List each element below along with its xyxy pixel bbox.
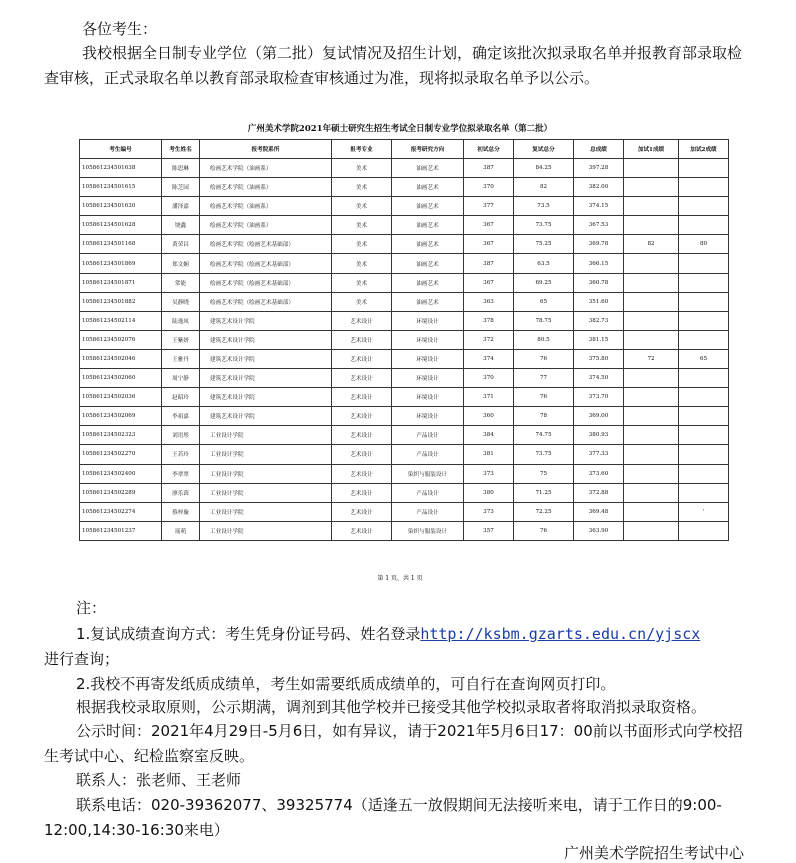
extra-test-1-score-cell — [624, 330, 679, 349]
major-cell: 艺术设计 — [332, 426, 392, 445]
table-header-row — [80, 140, 729, 159]
research-direction-cell: 油画艺术 — [392, 178, 464, 197]
publicity-line-2: 生考试中心、纪检监察室反映。 — [44, 747, 255, 765]
table-row — [80, 407, 729, 426]
table-row — [80, 426, 729, 445]
major-cell: 艺术设计 — [332, 521, 392, 540]
header-cell: 考生编号 — [80, 140, 162, 159]
major-cell: 艺术设计 — [332, 388, 392, 407]
major-cell: 艺术设计 — [332, 407, 392, 426]
total-score-cell: 369.48 — [574, 502, 624, 521]
extra-test-1-score-cell — [624, 426, 679, 445]
extra-test-1-score-cell: 82 — [624, 235, 679, 254]
extra-test-1-score-cell — [624, 445, 679, 464]
retest-score-cell: 80.5 — [514, 330, 574, 349]
table-row — [80, 521, 729, 540]
candidate-id-cell: 105861234501168 — [80, 235, 162, 254]
note-item-1-text: 1.复试成绩查询方式：考生凭身份证号码、姓名登录 — [76, 625, 421, 643]
retest-score-cell: 76 — [514, 521, 574, 540]
candidate-id-cell: 105861234502036 — [80, 388, 162, 407]
extra-test-1-score-cell — [624, 178, 679, 197]
prelim-score-cell: 371 — [464, 388, 514, 407]
research-direction-cell: 油画艺术 — [392, 254, 464, 273]
candidate-name-cell: 常能 — [162, 273, 200, 292]
extra-test-2-score-cell — [679, 330, 729, 349]
candidate-id-cell: 105861234501882 — [80, 292, 162, 311]
department-cell: 工业设计学院 — [200, 464, 332, 483]
score-query-link[interactable]: http://ksbm.gzarts.edu.cn/yjscx — [420, 625, 701, 643]
retest-score-cell: 75.25 — [514, 235, 574, 254]
major-cell: 艺术设计 — [332, 483, 392, 502]
contact-phone-line-2: 12:00,14:30-16:30来电） — [44, 821, 229, 839]
extra-test-2-score-cell — [679, 521, 729, 540]
department-cell: 绘画艺术学院（油画系） — [200, 178, 332, 197]
header-cell: 考生姓名 — [162, 140, 200, 159]
header-cell: 加试1成绩 — [624, 140, 679, 159]
table-row — [80, 369, 729, 388]
department-cell: 建筑艺术设计学院 — [200, 369, 332, 388]
candidate-id-cell: 105861234502289 — [80, 483, 162, 502]
department-cell: 建筑艺术设计学院 — [200, 311, 332, 330]
retest-score-cell: 73.75 — [514, 445, 574, 464]
page-indicator: 第 1 页，共 1 页 — [377, 574, 423, 582]
total-score-cell: 374.15 — [574, 197, 624, 216]
table-row — [80, 159, 729, 178]
prelim-score-cell: 370 — [464, 178, 514, 197]
department-cell: 建筑艺术设计学院 — [200, 330, 332, 349]
candidate-name-cell: 周宁静 — [162, 369, 200, 388]
prelim-score-cell: 373 — [464, 464, 514, 483]
total-score-cell: 382.73 — [574, 311, 624, 330]
prelim-score-cell: 387 — [464, 254, 514, 273]
retest-score-cell: 78.75 — [514, 311, 574, 330]
total-score-cell: 397.28 — [574, 159, 624, 178]
extra-test-1-score-cell — [624, 483, 679, 502]
research-direction-cell: 环境设计 — [392, 311, 464, 330]
major-cell: 艺术设计 — [332, 502, 392, 521]
candidate-id-cell: 105861234501638 — [80, 159, 162, 178]
major-cell: 艺术设计 — [332, 330, 392, 349]
major-cell: 美术 — [332, 254, 392, 273]
research-direction-cell: 环境设计 — [392, 349, 464, 368]
header-cell: 加试2成绩 — [679, 140, 729, 159]
header-cell: 初试总分 — [464, 140, 514, 159]
research-direction-cell: 环境设计 — [392, 330, 464, 349]
greeting: 各位考生： — [82, 20, 158, 38]
candidate-id-cell: 105861234501869 — [80, 254, 162, 273]
research-direction-cell: 油画艺术 — [392, 159, 464, 178]
department-cell: 工业设计学院 — [200, 483, 332, 502]
table-row — [80, 311, 729, 330]
candidate-name-cell: 陆逸凤 — [162, 311, 200, 330]
major-cell: 美术 — [332, 292, 392, 311]
total-score-cell: 375.80 — [574, 349, 624, 368]
retest-score-cell: 73.5 — [514, 197, 574, 216]
research-direction-cell: 产品设计 — [392, 483, 464, 502]
total-score-cell: 360.78 — [574, 273, 624, 292]
header-cell: 复试总分 — [514, 140, 574, 159]
contact-person: 联系人：张老师、王老师 — [76, 771, 242, 789]
retest-score-cell: 76 — [514, 388, 574, 407]
candidate-name-cell: 瑶萌 — [162, 521, 200, 540]
extra-test-2-score-cell — [679, 178, 729, 197]
table-row — [80, 197, 729, 216]
table-row — [80, 349, 729, 368]
candidate-id-cell: 105861234502076 — [80, 330, 162, 349]
candidate-id-cell: 105861234502046 — [80, 349, 162, 368]
candidate-id-cell: 105861234502274 — [80, 502, 162, 521]
research-direction-cell: 产品设计 — [392, 502, 464, 521]
table-row — [80, 292, 729, 311]
extra-test-2-score-cell — [679, 369, 729, 388]
total-score-cell: 374.50 — [574, 369, 624, 388]
retest-score-cell: 78 — [514, 407, 574, 426]
retest-score-cell: 74.75 — [514, 426, 574, 445]
prelim-score-cell: 380 — [464, 483, 514, 502]
extra-test-2-score-cell — [679, 483, 729, 502]
table-row — [80, 254, 729, 273]
retest-score-cell: 72.25 — [514, 502, 574, 521]
prelim-score-cell: 367 — [464, 216, 514, 235]
major-cell: 艺术设计 — [332, 311, 392, 330]
research-direction-cell: 染织与服装设计 — [392, 464, 464, 483]
prelim-score-cell: 373 — [464, 502, 514, 521]
extra-test-2-score-cell: 65 — [679, 349, 729, 368]
contact-phone-line-1: 联系电话：020-39362077、39325774（适逢五一放假期间无法接听来电，请于工作日的9:00- — [76, 796, 722, 814]
candidate-id-cell: 105861234501630 — [80, 197, 162, 216]
total-score-cell: 377.33 — [574, 445, 624, 464]
total-score-cell: 372.88 — [574, 483, 624, 502]
table-row — [80, 445, 729, 464]
total-score-cell: 363.90 — [574, 521, 624, 540]
header-cell: 报考研究方向 — [392, 140, 464, 159]
extra-test-2-score-cell — [679, 216, 729, 235]
candidate-name-cell: 黄荣昌 — [162, 235, 200, 254]
extra-test-1-score-cell — [624, 254, 679, 273]
department-cell: 绘画艺术学院（油画系） — [200, 216, 332, 235]
prelim-score-cell: 377 — [464, 197, 514, 216]
table-title: 广州美术学院2021年硕士研究生招生考试全日制专业学位拟录取名单（第二批） — [247, 124, 553, 134]
research-direction-cell: 产品设计 — [392, 445, 464, 464]
extra-test-1-score-cell — [624, 464, 679, 483]
major-cell: 美术 — [332, 178, 392, 197]
candidate-id-cell: 105861234501615 — [80, 178, 162, 197]
research-direction-cell: 环境设计 — [392, 388, 464, 407]
department-cell: 工业设计学院 — [200, 521, 332, 540]
major-cell: 艺术设计 — [332, 464, 392, 483]
prelim-score-cell: 370 — [464, 369, 514, 388]
admission-principle: 根据我校录取原则，公示期满，调剂到其他学校并已接受其他学校拟录取者将取消拟录取资格。 — [76, 698, 707, 716]
candidate-name-cell: 王紫妍 — [162, 330, 200, 349]
table-row — [80, 388, 729, 407]
header-cell: 总成绩 — [574, 140, 624, 159]
extra-test-2-score-cell — [679, 311, 729, 330]
extra-test-2-score-cell — [679, 273, 729, 292]
table-row — [80, 502, 729, 521]
total-score-cell: 351.60 — [574, 292, 624, 311]
extra-test-1-score-cell — [624, 216, 679, 235]
table-body — [80, 159, 729, 541]
research-direction-cell: 环境设计 — [392, 369, 464, 388]
major-cell: 美术 — [332, 235, 392, 254]
prelim-score-cell: 360 — [464, 407, 514, 426]
candidate-name-cell: 饶鑫 — [162, 216, 200, 235]
candidate-name-cell: 赵昭玲 — [162, 388, 200, 407]
admission-table-image — [72, 114, 728, 582]
major-cell: 艺术设计 — [332, 369, 392, 388]
extra-test-2-score-cell — [679, 254, 729, 273]
total-score-cell: 369.00 — [574, 407, 624, 426]
candidate-name-cell: 廖乐茵 — [162, 483, 200, 502]
candidate-name-cell: 刘语彤 — [162, 426, 200, 445]
major-cell: 美术 — [332, 197, 392, 216]
header-cell: 报考院系所 — [200, 140, 332, 159]
extra-test-1-score-cell: 72 — [624, 349, 679, 368]
retest-score-cell: 76 — [514, 349, 574, 368]
retest-score-cell: 73.75 — [514, 216, 574, 235]
research-direction-cell: 油画艺术 — [392, 235, 464, 254]
note-item-2: 2.我校不再寄发纸质成绩单，考生如需要纸质成绩单的，可自行在查询网页打印。 — [76, 675, 616, 693]
admission-table — [79, 139, 729, 541]
research-direction-cell: 染织与服装设计 — [392, 521, 464, 540]
intro-paragraph: 我校根据全日制专业学位（第二批）复试情况及招生计划，确定该批次拟录取名单并报教育部录取检查审核，正式录取名单以教育部录取检查审核通过为准，现将拟录取名单予以公示。 — [44, 44, 743, 87]
candidate-name-cell: 王若玲 — [162, 445, 200, 464]
major-cell: 美术 — [332, 273, 392, 292]
candidate-name-cell: 蔡梓璇 — [162, 502, 200, 521]
prelim-score-cell: 384 — [464, 426, 514, 445]
note-item-1-suffix: 进行查询； — [44, 650, 120, 668]
retest-score-cell: 71.25 — [514, 483, 574, 502]
note-item-1 — [76, 624, 700, 644]
candidate-name-cell: 李祖嘉 — [162, 407, 200, 426]
candidate-name-cell: 潘泽嘉 — [162, 197, 200, 216]
prelim-score-cell: 381 — [464, 445, 514, 464]
table-row — [80, 216, 729, 235]
table-row — [80, 483, 729, 502]
prelim-score-cell: 367 — [464, 273, 514, 292]
total-score-cell: 382.00 — [574, 178, 624, 197]
signature: 广州美术学院招生考试中心 — [564, 844, 745, 862]
total-score-cell: 380.93 — [574, 426, 624, 445]
research-direction-cell: 油画艺术 — [392, 197, 464, 216]
candidate-id-cell: 105861234502270 — [80, 445, 162, 464]
candidate-id-cell: 105861234501237 — [80, 521, 162, 540]
department-cell: 绘画艺术学院（绘画艺术基础部） — [200, 273, 332, 292]
retest-score-cell: 77 — [514, 369, 574, 388]
extra-test-2-score-cell — [679, 445, 729, 464]
total-score-cell: 367.53 — [574, 216, 624, 235]
extra-test-2-score-cell — [679, 159, 729, 178]
retest-score-cell: 65 — [514, 292, 574, 311]
research-direction-cell: 环境设计 — [392, 407, 464, 426]
candidate-name-cell: 李翠翠 — [162, 464, 200, 483]
total-score-cell: 369.78 — [574, 235, 624, 254]
table-row — [80, 273, 729, 292]
extra-test-2-score-cell — [679, 426, 729, 445]
department-cell: 建筑艺术设计学院 — [200, 407, 332, 426]
total-score-cell: 366.15 — [574, 254, 624, 273]
prelim-score-cell: 367 — [464, 235, 514, 254]
major-cell: 美术 — [332, 159, 392, 178]
extra-test-2-score-cell — [679, 292, 729, 311]
extra-test-2-score-cell: ' — [679, 502, 729, 521]
total-score-cell: 381.15 — [574, 330, 624, 349]
total-score-cell: 373.70 — [574, 388, 624, 407]
research-direction-cell: 油画艺术 — [392, 273, 464, 292]
extra-test-2-score-cell — [679, 388, 729, 407]
extra-test-1-score-cell — [624, 502, 679, 521]
prelim-score-cell: 387 — [464, 159, 514, 178]
table-row — [80, 464, 729, 483]
major-cell: 艺术设计 — [332, 445, 392, 464]
prelim-score-cell: 357 — [464, 521, 514, 540]
candidate-name-cell: 陈芝园 — [162, 178, 200, 197]
prelim-score-cell: 374 — [464, 349, 514, 368]
publicity-line-1: 公示时间：2021年4月29日-5月6日，如有异议，请于2021年5月6日17：00前以书面形式向学校招 — [76, 722, 743, 740]
department-cell: 工业设计学院 — [200, 502, 332, 521]
research-direction-cell: 产品设计 — [392, 426, 464, 445]
candidate-id-cell: 105861234502400 — [80, 464, 162, 483]
header-cell: 报考专业 — [332, 140, 392, 159]
table-row — [80, 235, 729, 254]
department-cell: 绘画艺术学院（绘画艺术基础部） — [200, 235, 332, 254]
department-cell: 绘画艺术学院（油画系） — [200, 197, 332, 216]
extra-test-1-score-cell — [624, 273, 679, 292]
candidate-name-cell: 王雅丹 — [162, 349, 200, 368]
candidate-id-cell: 105861234501628 — [80, 216, 162, 235]
extra-test-2-score-cell — [679, 407, 729, 426]
department-cell: 工业设计学院 — [200, 445, 332, 464]
extra-test-1-score-cell — [624, 521, 679, 540]
extra-test-1-score-cell — [624, 369, 679, 388]
major-cell: 艺术设计 — [332, 349, 392, 368]
department-cell: 建筑艺术设计学院 — [200, 349, 332, 368]
total-score-cell: 373.60 — [574, 464, 624, 483]
table-row — [80, 330, 729, 349]
prelim-score-cell: 372 — [464, 330, 514, 349]
candidate-name-cell: 吴静晓 — [162, 292, 200, 311]
retest-score-cell: 82 — [514, 178, 574, 197]
candidate-name-cell: 陈思琳 — [162, 159, 200, 178]
extra-test-2-score-cell — [679, 464, 729, 483]
retest-score-cell: 63.5 — [514, 254, 574, 273]
extra-test-1-score-cell — [624, 292, 679, 311]
department-cell: 绘画艺术学院（绘画艺术基础部） — [200, 292, 332, 311]
department-cell: 绘画艺术学院（绘画艺术基础部） — [200, 254, 332, 273]
candidate-id-cell: 105861234502060 — [80, 369, 162, 388]
prelim-score-cell: 363 — [464, 292, 514, 311]
department-cell: 工业设计学院 — [200, 426, 332, 445]
candidate-id-cell: 105861234502069 — [80, 407, 162, 426]
extra-test-1-score-cell — [624, 388, 679, 407]
candidate-id-cell: 105861234502323 — [80, 426, 162, 445]
extra-test-1-score-cell — [624, 197, 679, 216]
extra-test-1-score-cell — [624, 159, 679, 178]
prelim-score-cell: 378 — [464, 311, 514, 330]
extra-test-2-score-cell — [679, 197, 729, 216]
table-row — [80, 178, 729, 197]
notes-heading: 注： — [76, 599, 107, 617]
research-direction-cell: 油画艺术 — [392, 292, 464, 311]
candidate-id-cell: 105861234502114 — [80, 311, 162, 330]
department-cell: 建筑艺术设计学院 — [200, 388, 332, 407]
department-cell: 绘画艺术学院（油画系） — [200, 159, 332, 178]
extra-test-1-score-cell — [624, 407, 679, 426]
candidate-id-cell: 105861234501871 — [80, 273, 162, 292]
major-cell: 美术 — [332, 216, 392, 235]
candidate-name-cell: 郑文娴 — [162, 254, 200, 273]
extra-test-2-score-cell: 80 — [679, 235, 729, 254]
extra-test-1-score-cell — [624, 311, 679, 330]
retest-score-cell: 84.25 — [514, 159, 574, 178]
retest-score-cell: 69.25 — [514, 273, 574, 292]
research-direction-cell: 油画艺术 — [392, 216, 464, 235]
retest-score-cell: 75 — [514, 464, 574, 483]
